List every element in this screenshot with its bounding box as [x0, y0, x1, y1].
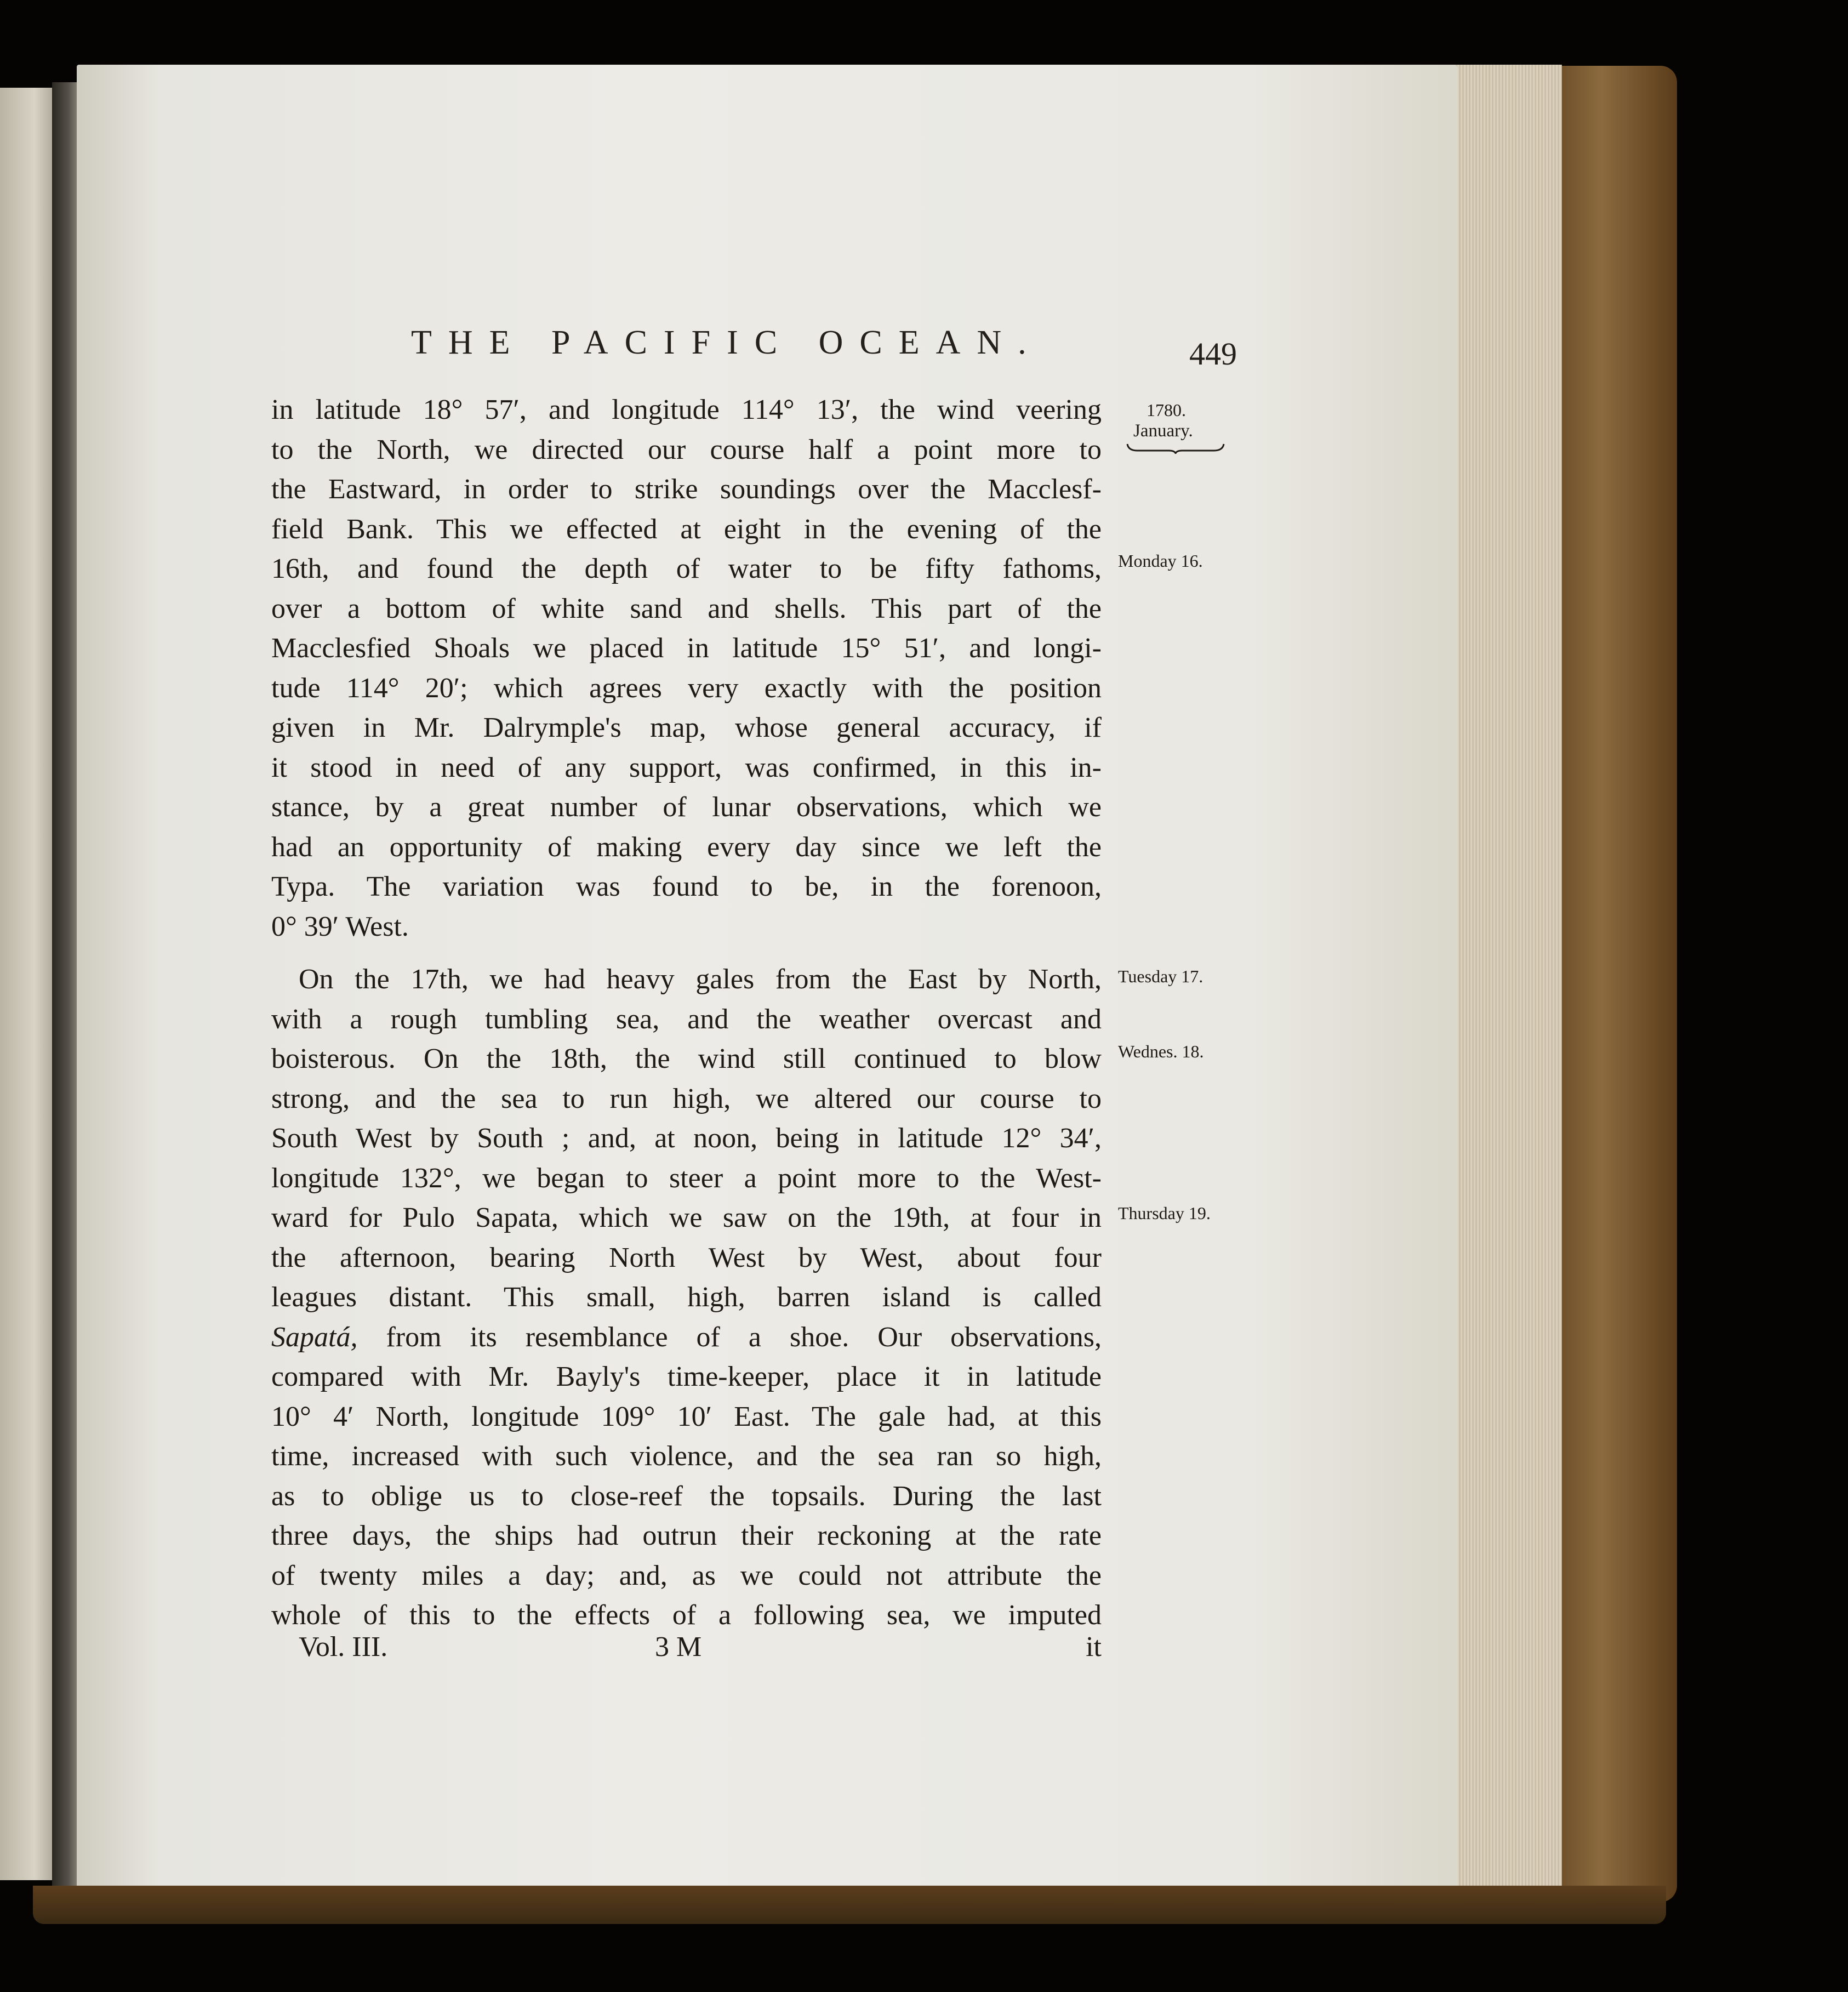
text-line: time, increased with such violence, and the sea ran so high, [271, 1441, 1102, 1472]
text-line: given in Mr. Dalrymple's map, whose general accuracy, if [271, 712, 1102, 743]
text-line: 16th, and found the depth of water to be fifty fathoms, [271, 553, 1102, 584]
text-line: three days, the ships had outrun their reckoning at the rate [271, 1520, 1102, 1551]
footer-line [271, 1631, 1102, 1670]
text-line [271, 1318, 1102, 1358]
text-line: the afternoon, bearing North West by West, about four [271, 1242, 1102, 1273]
text-line: of twenty miles a day; and, as we could not attribute the [271, 1560, 1102, 1591]
text-line: leagues distant. This small, high, barren island is called [271, 1282, 1102, 1313]
left-page-edge [0, 88, 58, 1880]
text-line: stance, by a great number of lunar observations, which we [271, 792, 1102, 823]
page-number: 449 [1189, 336, 1237, 372]
text-line: South West by South ; and, at noon, being in latitude 12° 34′, [271, 1123, 1102, 1154]
italic-sapata: Sapatá, [271, 1321, 358, 1353]
text-line: over a bottom of white sand and shells. This part of the [271, 593, 1102, 624]
text-line: strong, and the sea to run high, we altered our course to [271, 1083, 1102, 1114]
text-line: 0° 39′ West. [271, 910, 409, 942]
text-line: Macclesfied Shoals we placed in latitude 15° 51′, and longi- [271, 633, 1102, 664]
text-line: in latitude 18° 57′, and longitude 114° 13′, the wind veering [271, 394, 1102, 425]
text-run: from its resemblance of a shoe. Our observations, [357, 1321, 1102, 1353]
margin-note-tuesday: Tuesday 17. [1118, 966, 1204, 986]
body-text [271, 390, 1102, 1636]
margin-note-year: 1780. [1147, 400, 1186, 420]
text-line: Typa. The variation was found to be, in the forenoon, [271, 871, 1102, 902]
margin-note-month: January. [1133, 421, 1193, 441]
catchword: it [1086, 1631, 1102, 1663]
text-line: with a rough tumbling sea, and the weather overcast and [271, 1003, 1102, 1035]
text-line: as to oblige us to close-reef the topsails. During the last [271, 1480, 1102, 1512]
page-block-edge [1447, 65, 1562, 1898]
paragraph-gap [271, 947, 1102, 960]
text-line: boisterous. On the 18th, the wind still continued to blow [271, 1043, 1102, 1074]
volume-label: Vol. III. [299, 1631, 388, 1663]
text-line: longitude 132°, we began to steer a point more to the West- [271, 1162, 1102, 1194]
text-line: to the North, we directed our course half a point more to [271, 434, 1102, 465]
text-line: On the 17th, we had heavy gales from the East by North, [299, 964, 1102, 995]
margin-note-wednesday: Wednes. 18. [1118, 1041, 1204, 1061]
signature-mark: 3 M [655, 1631, 702, 1663]
book-bottom-edge [33, 1886, 1666, 1924]
margin-note-thursday: Thursday 19. [1118, 1203, 1211, 1223]
text-line: ward for Pulo Sapata, which we saw on the 19th, at four in [271, 1202, 1102, 1233]
margin-note-monday: Monday 16. [1118, 551, 1203, 571]
text-line: had an opportunity of making every day since we left the [271, 831, 1102, 863]
text-line: 10° 4′ North, longitude 109° 10′ East. The gale had, at this [271, 1401, 1102, 1432]
text-line: the Eastward, in order to strike soundings over the Macclesf- [271, 474, 1102, 505]
book-cover-edge [1551, 66, 1677, 1902]
text-line: field Bank. This we effected at eight in the evening of the [271, 513, 1102, 545]
text-line: compared with Mr. Bayly's time-keeper, place it in latitude [271, 1361, 1102, 1392]
margin-brace-icon [1126, 443, 1225, 454]
text-line: whole of this to the effects of a following sea, we imputed [271, 1600, 1102, 1631]
running-head: THE PACIFIC OCEAN. [411, 324, 1043, 361]
text-line: it stood in need of any support, was confirmed, in this in- [271, 752, 1102, 783]
text-line: tude 114° 20′; which agrees very exactly with the position [271, 672, 1102, 704]
